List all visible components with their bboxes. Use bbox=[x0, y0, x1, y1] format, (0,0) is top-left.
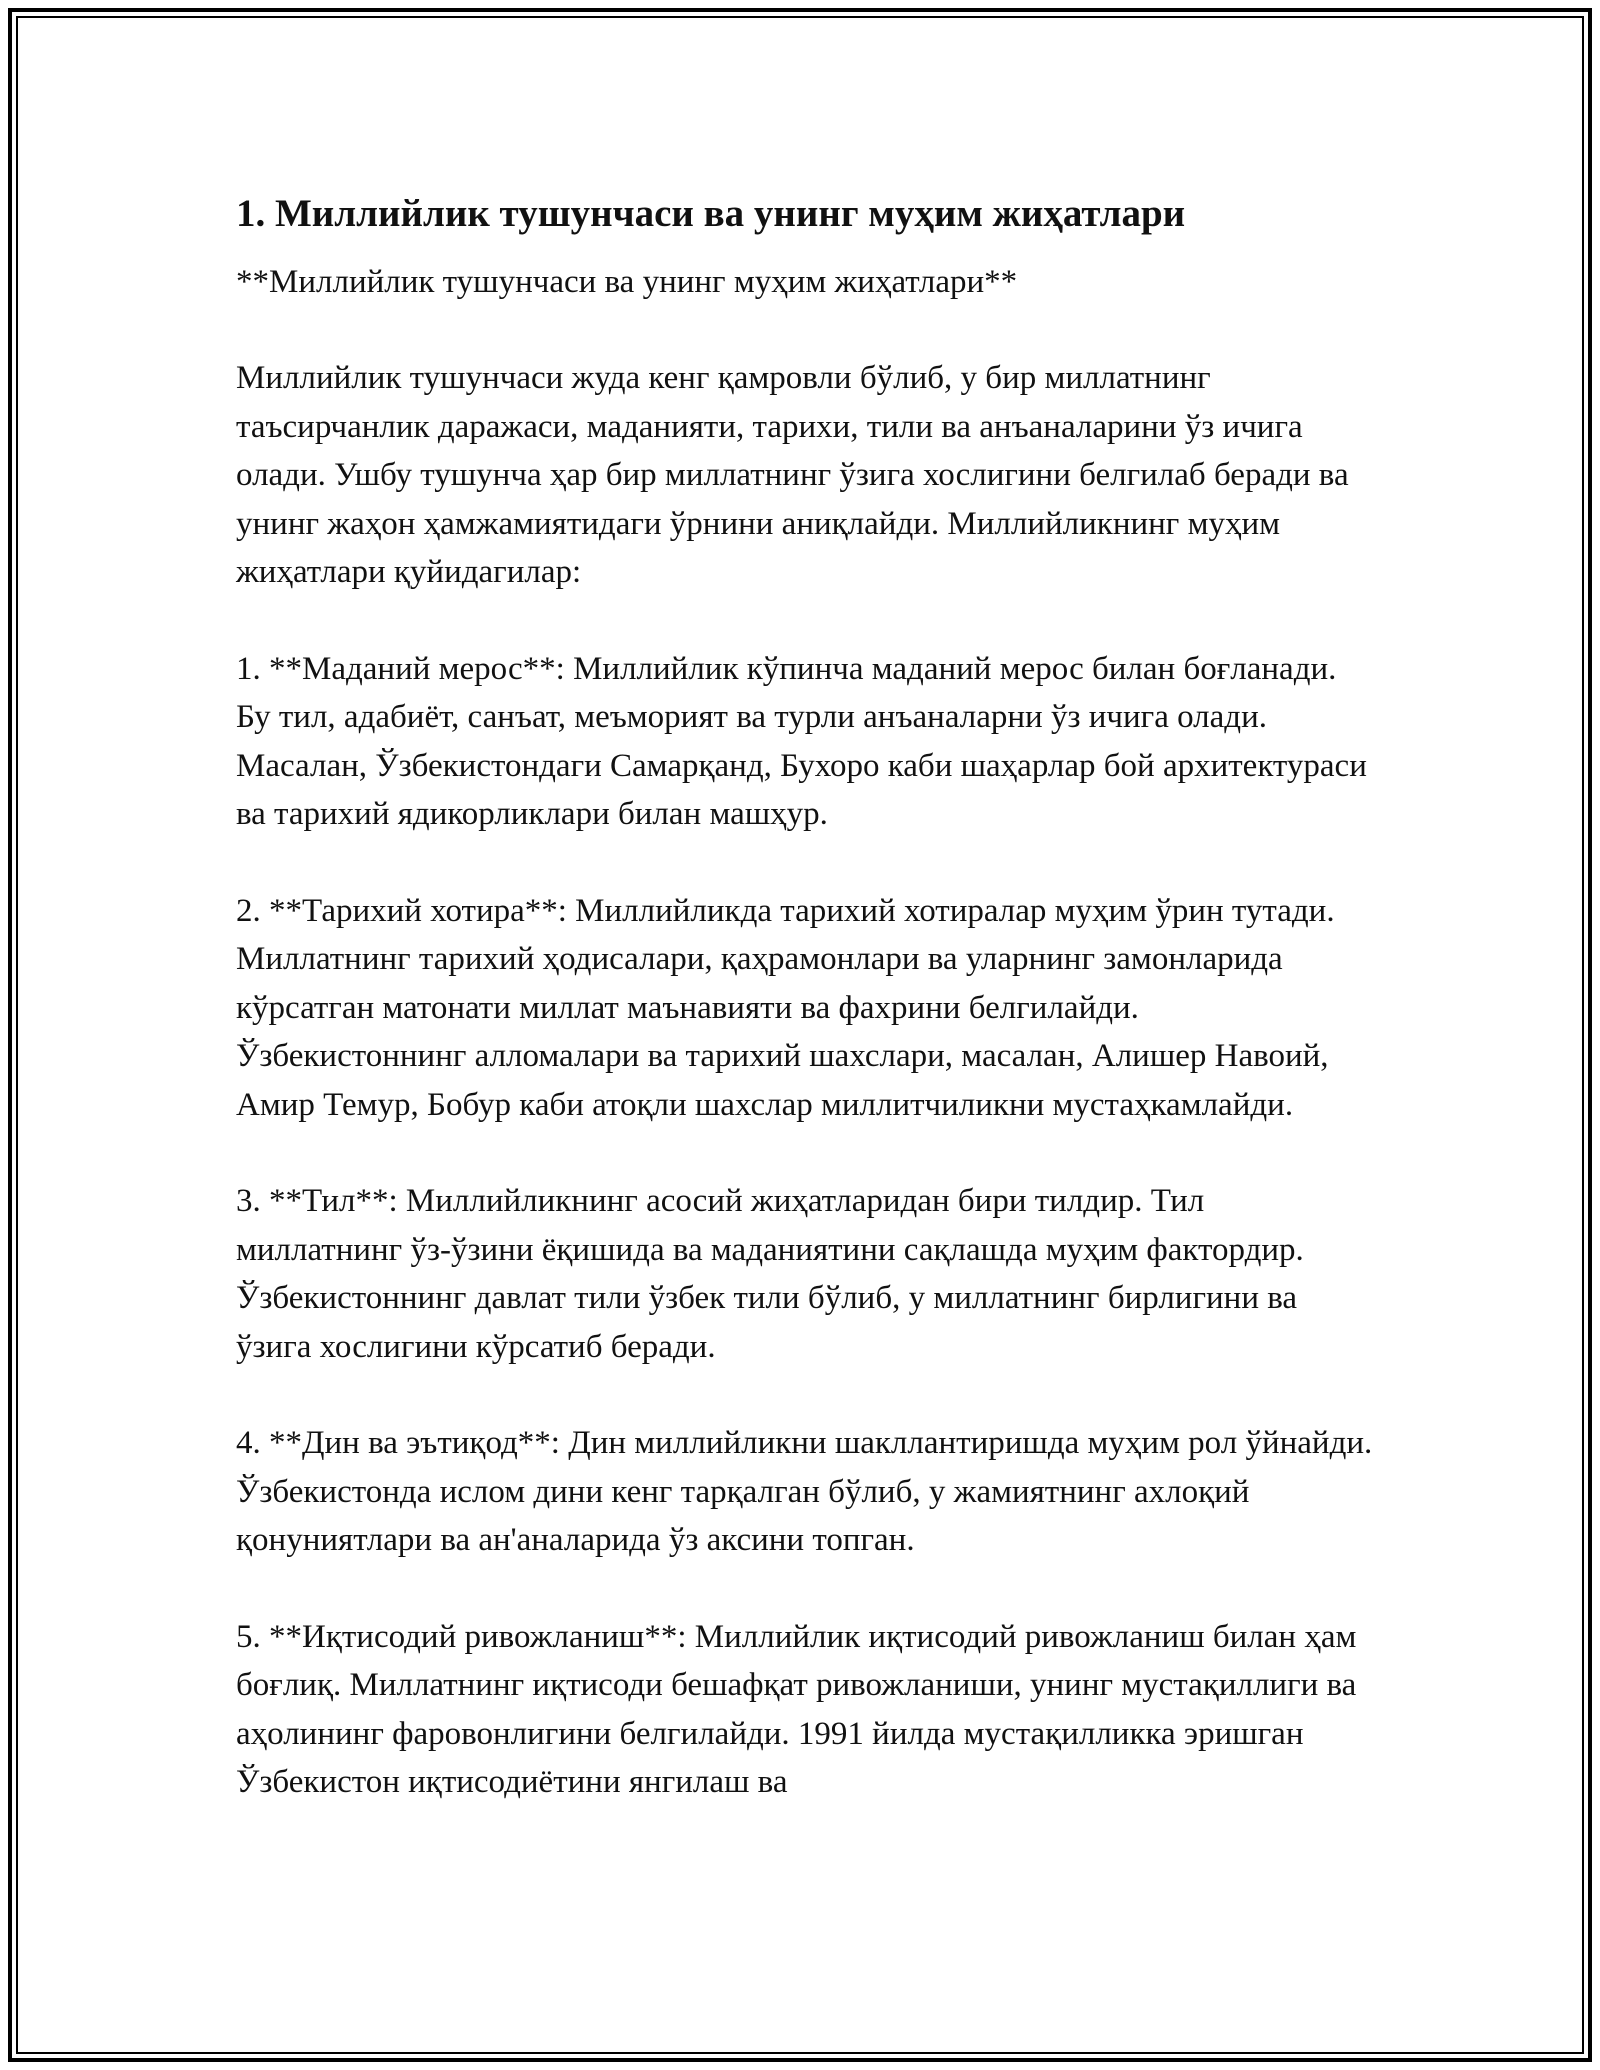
point-cultural-heritage: 1. **Маданий мерос**: Миллийлик кўпинча маданий мерос билан боғланади. Бу тил, адабиёт, санъат, меъморият ва турли анъаналарни ўз ичига олади. Масалан, Ўзбекистондаги Самарқанд, Бухоро каби шаҳарлар бой архитектураси ва тарихий ядикорликлари билан машҳур. bbox=[236, 650, 1367, 832]
point-economic-development: 5. **Иқтисодий ривожланиш**: Миллийлик иқтисодий ривожланиш билан ҳам боғлиқ. Миллатнинг иқтисоди бешафқат ривожланиши, унинг мустақиллиги ва аҳолининг фаровонлигини белгилайди. 1991 йилда мустақилликка эришган Ўзбекистон иқтисодиётини янгилаш ва bbox=[236, 1618, 1357, 1800]
intro-paragraph: Миллийлик тушунчаси жуда кенг қамровли бўлиб, у бир миллатнинг таъсирчанлик даражаси, маданияти, тарихи, тили ва анъаналарини ўз ичига олади. Ушбу тушунча ҳар бир миллатнинг ўзига хослигини белгилаб беради ва унинг жаҳон ҳамжамиятидаги ўрнини аниқлайди. Миллийликнинг муҳим жиҳатлари қуйидагилар: bbox=[236, 360, 1349, 590]
point-historical-memory: 2. **Тарихий хотира**: Миллийликда тарихий хотиралар муҳим ўрин тутади. Миллатнинг тарихий ҳодисалари, қаҳрамонлари ва уларнинг замонларида кўрсатган матонати миллат маънавияти ва фахрини белгилайди. Ўзбекистоннинг алломалари ва тарихий шахслари, масалан, Алишер Навоий, Амир Темур, Бобур каби атоқли шахслар миллитчиликни мустаҳкамлайди. bbox=[236, 892, 1335, 1123]
section-heading: 1. Миллийлик тушунчаси ва унинг муҳим жиҳатлари bbox=[236, 192, 1186, 235]
point-language: 3. **Тил**: Миллийликнинг асосий жиҳатларидан бири тилдир. Тил миллатнинг ўз-ўзини ёқишида ва маданиятини сақлашда муҳим фактордир. Ўзбекистоннинг давлат тили ўзбек тили бўлиб, у миллатнинг бирлигини ва ўзига хослигини кўрсатиб беради. bbox=[236, 1183, 1304, 1365]
document-body bbox=[236, 186, 1376, 1855]
point-religion: 4. **Дин ва эътиқод**: Дин миллийликни шакллантиришда муҳим рол ўйнайди. Ўзбекистонда ислом дини кенг тарқалган бўлиб, у жамиятнинг ахлоқий қонуниятлари ва ан'аналарида ўз аксини топган. bbox=[236, 1425, 1373, 1558]
section-subtitle: **Миллийлик тушунчаси ва унинг муҳим жиҳатлари** bbox=[236, 264, 1018, 300]
